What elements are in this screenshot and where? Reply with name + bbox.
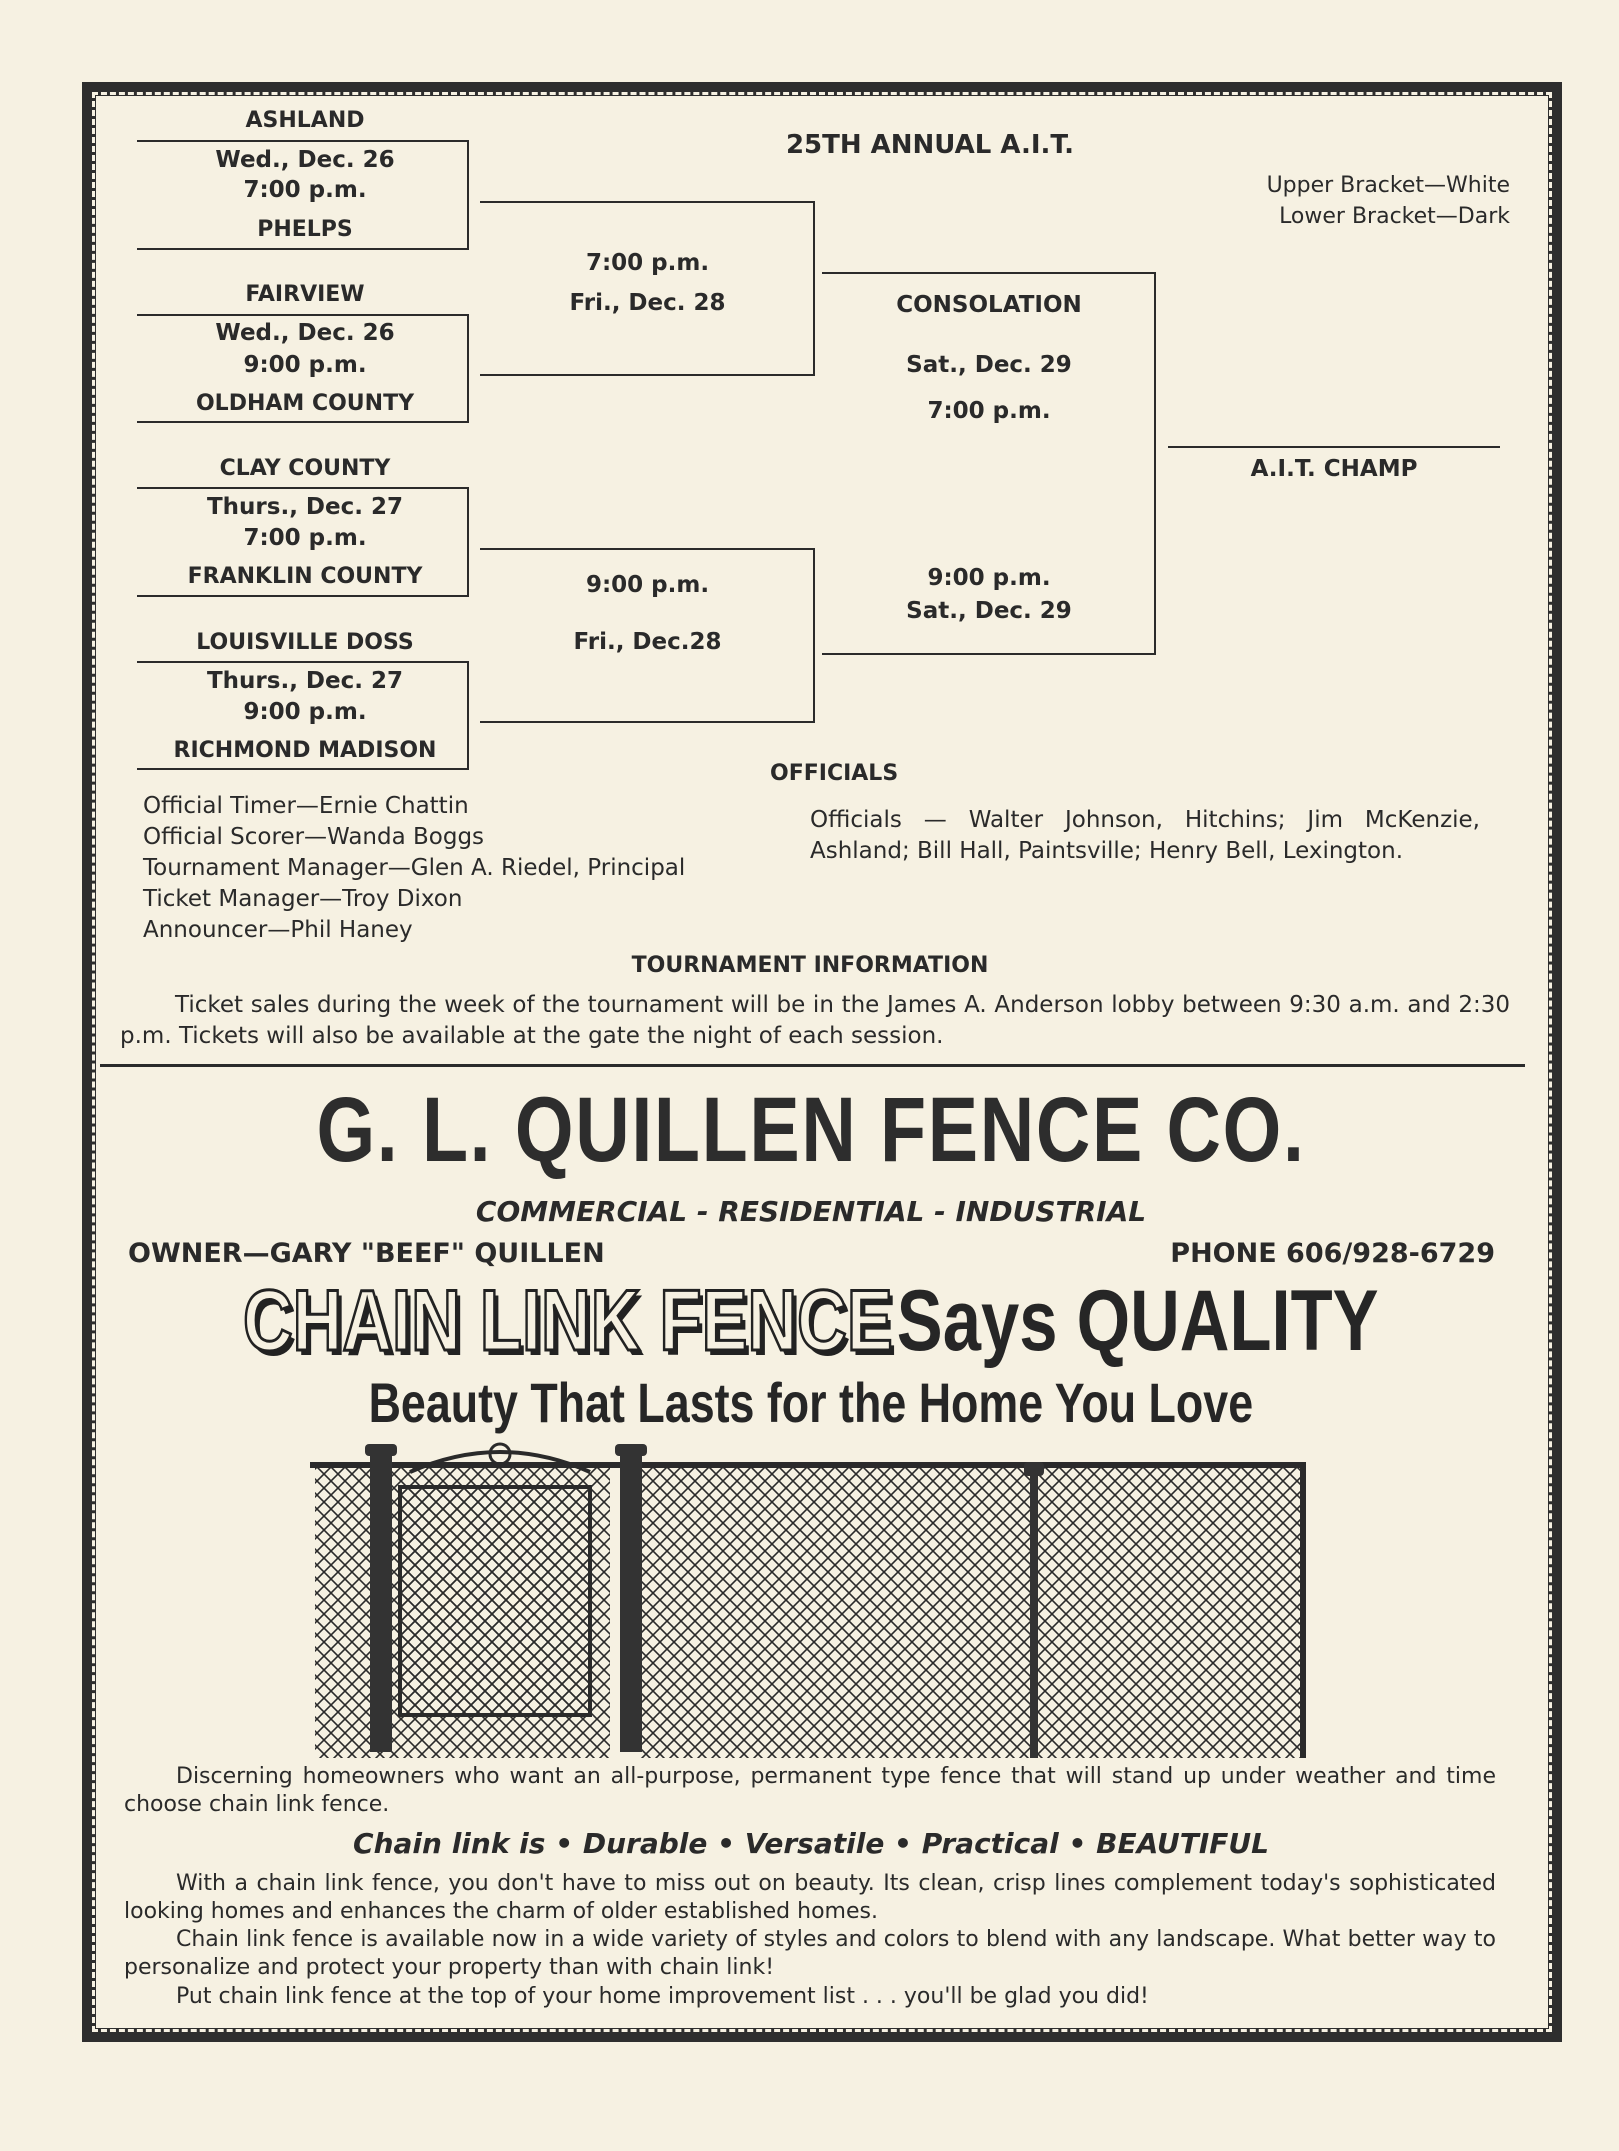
staff-timer: Official Timer—Ernie Chattin (143, 793, 469, 819)
round2-lower-line-right (813, 548, 815, 723)
fence-mesh (640, 1468, 1300, 1758)
round2-lower-time: 9:00 p.m. (585, 572, 710, 598)
ad-paragraph-3: Put chain link fence at the top of your home improvement list . . . you'll be glad you did! (176, 1984, 1149, 2009)
game1-team-bottom: PHELPS (257, 217, 353, 242)
game3-team-top: CLAY COUNTY (219, 456, 391, 481)
round2-lower-date: Fri., Dec.28 (573, 629, 722, 655)
round2-lower-line-bottom (480, 721, 815, 723)
game4-team-bottom: RICHMOND MADISON (173, 738, 437, 763)
legend-upper: Upper Bracket—White (1266, 173, 1510, 198)
phone-number: PHONE 606/928-6729 (1170, 1238, 1495, 1269)
final-date: Sat., Dec. 29 (906, 598, 1072, 624)
company-name: G. L. QUILLEN FENCE CO. (316, 1079, 1306, 1181)
round2-upper-line-right (813, 201, 815, 376)
owner-name: OWNER—GARY "BEEF" QUILLEN (128, 1238, 605, 1269)
game3-team-bottom: FRANKLIN COUNTY (187, 564, 423, 589)
gate-frame (400, 1487, 590, 1715)
headline-solid: Says QUALITY (897, 1273, 1379, 1369)
staff-manager: Tournament Manager—Glen A. Riedel, Principal (143, 855, 686, 881)
game2-time: 9:00 p.m. (243, 352, 367, 378)
tournament-info-heading: TOURNAMENT INFORMATION (631, 953, 989, 978)
round2-upper-line-top (480, 201, 815, 203)
consolation-date: Sat., Dec. 29 (906, 352, 1072, 378)
subheadline-wrap (96, 1370, 1526, 1435)
subheadline: Beauty That Lasts for the Home You Love (368, 1371, 1254, 1434)
round2-upper-line-bottom (480, 374, 815, 376)
consolation-time: 7:00 p.m. (927, 398, 1051, 424)
fence-illustration (310, 1432, 1310, 1762)
game2-date: Wed., Dec. 26 (215, 320, 395, 346)
final-line-right (1154, 272, 1156, 655)
bracket-title: 25TH ANNUAL A.I.T. (785, 130, 1075, 160)
round2-upper-time: 7:00 p.m. (585, 250, 710, 276)
headline (96, 1272, 1526, 1371)
game2-line-right (467, 314, 469, 423)
game3-date: Thurs., Dec. 27 (206, 494, 404, 520)
game1-line-right (467, 140, 469, 250)
staff-announcer: Announcer—Phil Haney (143, 917, 413, 943)
game2-team-top: FAIRVIEW (245, 282, 365, 307)
game4-line-top (137, 661, 469, 663)
game4-team-top: LOUISVILLE DOSS (196, 630, 414, 655)
consolation-label: CONSOLATION (896, 292, 1082, 318)
gate-post-left (370, 1452, 392, 1752)
game3-line-top (137, 487, 469, 489)
champ-label: A.I.T. CHAMP (1250, 456, 1418, 482)
top-rail (310, 1462, 1305, 1468)
ad-features: Chain link is • Durable • Versatile • Practical • BEAUTIFUL (353, 1827, 1269, 1860)
game1-line-bottom (137, 248, 469, 250)
round2-lower-line-top (480, 548, 815, 550)
ad-intro: Discerning homeowners who want an all-purpose, permanent type fence that will stand up under weather and time choose chain link fence. (124, 1764, 1496, 1817)
staff-list (143, 791, 783, 946)
game1-time: 7:00 p.m. (243, 177, 367, 203)
ad-paragraph-2: Chain link fence is available now in a wide variety of styles and colors to blend with any landscape. What better way to personalize and protect your property than with chain link! (124, 1927, 1496, 1980)
game3-time: 7:00 p.m. (243, 525, 367, 551)
line-post (1030, 1468, 1038, 1758)
game4-date: Thurs., Dec. 27 (206, 668, 404, 694)
gate-post-left-cap (365, 1444, 397, 1456)
ad-paragraph-1: With a chain link fence, you don't have to miss out on beauty. Its clean, crisp lines complement today's sophisticated looking homes and enhances the charm of older established homes. (124, 1871, 1496, 1924)
section-divider (100, 1064, 1525, 1067)
gate-post-right (620, 1452, 642, 1752)
staff-scorer: Official Scorer—Wanda Boggs (143, 824, 485, 850)
game4-line-right (467, 661, 469, 770)
game1-team-top: ASHLAND (245, 108, 365, 133)
game4-line-bottom (137, 768, 469, 770)
final-line-bottom (822, 653, 1156, 655)
company-tagline: COMMERCIAL - RESIDENTIAL - INDUSTRIAL (475, 1195, 1147, 1228)
final-line-top (822, 272, 1156, 274)
officials-heading: OFFICIALS (770, 761, 899, 786)
round2-upper-date: Fri., Dec. 28 (569, 290, 726, 316)
game1-line-top (137, 140, 469, 142)
officials-text: Officials — Walter Johnson, Hitchins; Jim McKenzie, Ashland; Bill Hall, Paintsville; Henry Bell, Lexington. (810, 807, 1480, 864)
champ-line (1168, 446, 1500, 448)
game1-date: Wed., Dec. 26 (215, 147, 395, 173)
legend-lower: Lower Bracket—Dark (1279, 204, 1510, 229)
tournament-info-text: Ticket sales during the week of the tournament will be in the James A. Anderson lobby between 9:30 a.m. and 2:30 p.m. Tickets will also be available at the gate the night of each session. (120, 992, 1510, 1049)
gate-post-right-cap (615, 1444, 647, 1456)
staff-ticket-manager: Ticket Manager—Troy Dixon (143, 886, 463, 912)
headline-outline: CHAIN LINK FENCE (243, 1273, 893, 1369)
final-time: 9:00 p.m. (927, 565, 1051, 591)
game2-team-bottom: OLDHAM COUNTY (195, 391, 415, 416)
game4-time: 9:00 p.m. (243, 699, 367, 725)
end-post (1300, 1462, 1306, 1758)
game3-line-bottom (137, 595, 469, 597)
game3-line-right (467, 487, 469, 597)
game2-line-top (137, 314, 469, 316)
game2-line-bottom (137, 421, 469, 423)
line-post-cap (1024, 1462, 1044, 1476)
bracket-legend (1190, 170, 1510, 232)
